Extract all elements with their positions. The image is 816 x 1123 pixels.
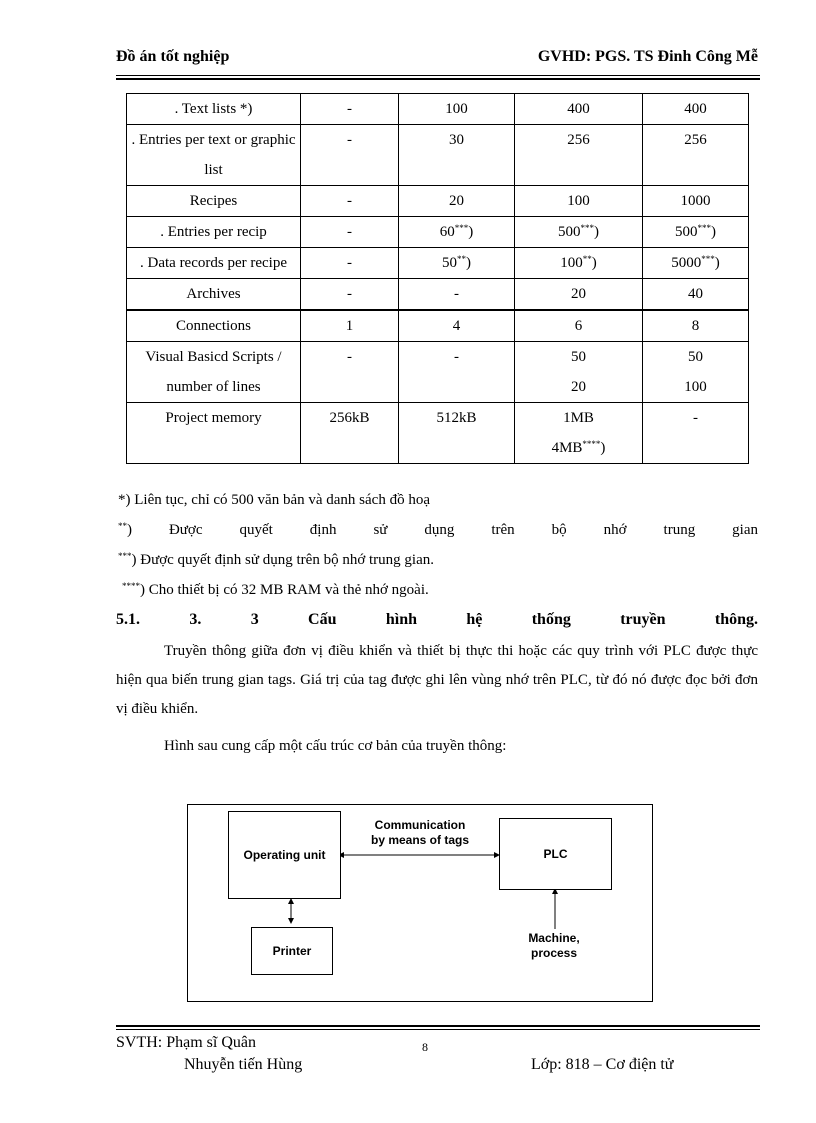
cell: 1 (301, 310, 399, 342)
cell: 50 20 (515, 342, 643, 403)
footer-class: Lớp: 818 – Cơ điện tử (531, 1056, 674, 1073)
printer-box: Printer (251, 927, 333, 975)
cell: 4 (399, 310, 515, 342)
row-label: . Text lists *) (127, 94, 301, 125)
cell: - (399, 342, 515, 403)
cell: 500***) (643, 217, 749, 248)
cell: 50 100 (643, 342, 749, 403)
cell: 100**) (515, 248, 643, 279)
header-right: GVHD: PGS. TS Đinh Công Mễ (537, 48, 758, 65)
cell: - (301, 94, 399, 125)
cell: - (301, 186, 399, 217)
cell: 20 (515, 279, 643, 311)
table-row (127, 248, 749, 279)
table-row (127, 342, 749, 403)
cell: 30 (399, 125, 515, 186)
table-row (127, 310, 749, 342)
footer-rule-thick (116, 1025, 760, 1027)
row-label: . Data records per recipe (127, 248, 301, 279)
operating-unit-box: Operating unit (228, 811, 341, 899)
cell: 100 (515, 186, 643, 217)
cell: 20 (399, 186, 515, 217)
cell: - (301, 217, 399, 248)
footer-name2: Nhuyễn tiến Hùng (184, 1056, 303, 1073)
table-row (127, 279, 749, 311)
cell: 50**) (399, 248, 515, 279)
cell: - (301, 248, 399, 279)
cell: 1000 (643, 186, 749, 217)
plc-box: PLC (499, 818, 612, 890)
spec-table (126, 93, 749, 464)
footnote-1: *) Liên tục, chỉ có 500 văn bản và danh sách đồ hoạ (118, 492, 430, 508)
footnote-2: **) Được quyết định sử dụng trên bộ nhớ trung gian (118, 521, 758, 538)
cell: - (399, 279, 515, 311)
header-rule-thick (116, 78, 760, 80)
communication-diagram (187, 804, 653, 1002)
paragraph-2: Hình sau cung cấp một cấu trúc cơ bản của truyền thông: (164, 738, 507, 754)
paragraph-1: Truyền thông giữa đơn vị điều khiển và thiết bị thực thi hoặc các quy trình với PLC được thực hiện qua biến trung gian tags. Giá trị của tag được ghi lên vùng nhớ trên PLC, từ đó nó được đọc bởi đơn vị điều khiển. (116, 643, 758, 717)
cell: 256kB (301, 403, 399, 464)
row-label: . Entries per text or graphic list (127, 125, 301, 186)
footer-svth: SVTH: Phạm sĩ Quân (116, 1034, 256, 1051)
footer-rule-thin (116, 1029, 760, 1030)
cell: 60***) (399, 217, 515, 248)
cell: 40 (643, 279, 749, 311)
cell: 100 (399, 94, 515, 125)
section-heading: 5.1. 3. 3 Cấu hình hệ thống truyền thông. (116, 611, 758, 628)
table-row (127, 94, 749, 125)
cell: - (301, 342, 399, 403)
cell: 1MB 4MB****) (515, 403, 643, 464)
cell: 400 (515, 94, 643, 125)
header-left: Đồ án tốt nghiệp (116, 48, 230, 65)
row-label: Recipes (127, 186, 301, 217)
footnote-4: ****) Cho thiết bị có 32 MB RAM và thẻ nhớ ngoài. (122, 581, 429, 598)
cell: - (301, 279, 399, 311)
cell: 5000***) (643, 248, 749, 279)
table-row (127, 186, 749, 217)
cell: 8 (643, 310, 749, 342)
page-number: 8 (422, 1040, 428, 1054)
cell: 500***) (515, 217, 643, 248)
cell: 400 (643, 94, 749, 125)
table-row (127, 217, 749, 248)
cell: - (301, 125, 399, 186)
header-rule-thin (116, 75, 760, 76)
row-label: Project memory (127, 403, 301, 464)
row-label: . Entries per recip (127, 217, 301, 248)
cell: 256 (643, 125, 749, 186)
row-label: Connections (127, 310, 301, 342)
row-label: Archives (127, 279, 301, 311)
cell: - (643, 403, 749, 464)
comm-label: Communication by means of tags (370, 818, 470, 847)
cell: 512kB (399, 403, 515, 464)
cell: 256 (515, 125, 643, 186)
table-row (127, 125, 749, 186)
table-row (127, 403, 749, 464)
machine-label: Machine, process (528, 931, 580, 960)
row-label: Visual Basicd Scripts / number of lines (127, 342, 301, 403)
footnote-3: ***) Được quyết định sử dụng trên bộ nhớ trung gian. (118, 551, 434, 568)
cell: 6 (515, 310, 643, 342)
